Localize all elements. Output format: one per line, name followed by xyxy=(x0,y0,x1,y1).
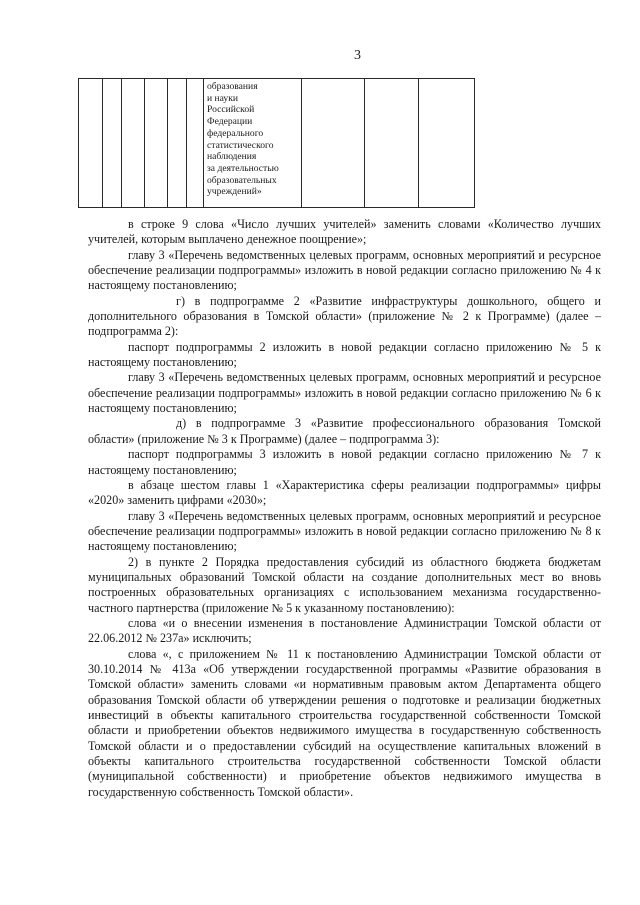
table-cell xyxy=(302,79,365,208)
paragraph: г) в подпрограмме 2 «Развитие инфраструктуры дошкольного, общего и дополнительного образования в Томской области» (приложение № 2 к Программе) (далее – подпрограмма 2): xyxy=(88,293,601,339)
cell-line: Федерации xyxy=(207,116,253,128)
table-cell xyxy=(365,79,419,208)
paragraph: главу 3 «Перечень ведомственных целевых программ, основных мероприятий и ресурсное обеспечение реализации подпрограммы» изложить в новой редакции согласно приложению № 8 к настоящему постановлению; xyxy=(88,508,601,554)
paragraph: паспорт подпрограммы 2 изложить в новой редакции согласно приложению № 5 к настоящему постановлению; xyxy=(88,339,601,370)
document-body xyxy=(88,217,601,800)
cell-line: Российской xyxy=(207,104,255,116)
cell-line: статистического xyxy=(207,139,274,151)
table-cell xyxy=(103,79,122,208)
table-cell xyxy=(79,79,103,208)
table-cell xyxy=(168,79,187,208)
paragraph: слова «, с приложением № 11 к постановлению Администрации Томской области от 30.10.2014 № 413а «Об утверждении государственной программы «Развитие образования в Томской области» заменить словами «и нормативным правовым актом Департамента общего образования Томской области об утверждении решения о подготовке и реализации бюджетных инвестиций в объекты капитального строительства государственной собственности Томской области и приобретении объектов недвижимого имущества в государственную собственность Томской области и о предоставлении субсидий на осуществление капитальных вложений в объекты капитального строительства государственной собственности Томской области (муниципальной собственности) и приобретение объектов недвижимого имущества в государственную собственность Томской области». xyxy=(88,646,601,799)
paragraph: главу 3 «Перечень ведомственных целевых программ, основных мероприятий и ресурсное обеспечение реализации подпрограммы» изложить в новой редакции согласно приложению № 4 к настоящему постановлению; xyxy=(88,247,601,293)
paragraph: 2) в пункте 2 Порядка предоставления субсидий из областного бюджета бюджетам муниципальных образований Томской области на создание дополнительных мест во вновь построенных образовательных организациях с использованием механизма государственно-частного партнерства (приложение № 5 к указанному постановлению): xyxy=(88,554,601,615)
paragraph: главу 3 «Перечень ведомственных целевых программ, основных мероприятий и ресурсное обеспечение реализации подпрограммы» изложить в новой редакции согласно приложению № 6 к настоящему постановлению; xyxy=(88,370,601,416)
cell-line: федерального xyxy=(207,127,264,139)
table-cell xyxy=(122,79,145,208)
paragraph: в абзаце шестом главы 1 «Характеристика сферы реализации подпрограммы» цифры «2020» заменить цифрами «2030»; xyxy=(88,477,601,508)
table-row xyxy=(79,79,475,208)
cell-line: наблюдения xyxy=(207,151,257,163)
table-cell xyxy=(419,79,475,208)
paragraph: слова «и о внесении изменения в постановление Администрации Томской области от 22.06.2012 № 237а» исключить; xyxy=(88,615,601,646)
paragraph: д) в подпрограмме 3 «Развитие профессионального образования Томской области» (приложение № 3 к Программе) (далее – подпрограмма 3): xyxy=(88,416,601,446)
cell-line: образования xyxy=(207,81,258,92)
table-cell xyxy=(187,79,204,208)
cell-line: за деятельностью xyxy=(207,162,279,174)
cell-line: образовательных xyxy=(207,174,277,186)
paragraph: паспорт подпрограммы 3 изложить в новой редакции согласно приложению № 7 к настоящему постановлению; xyxy=(88,447,601,477)
continuation-table xyxy=(78,78,475,208)
table-cell xyxy=(145,79,168,208)
page-number: 3 xyxy=(354,48,361,63)
cell-line: и науки xyxy=(207,92,239,104)
table-cell-source xyxy=(204,79,302,208)
cell-line: учреждений» xyxy=(207,186,262,198)
paragraph: в строке 9 слова «Число лучших учителей» заменить словами «Количество лучших учителей, которым выплачено денежное поощрение»; xyxy=(88,217,601,247)
